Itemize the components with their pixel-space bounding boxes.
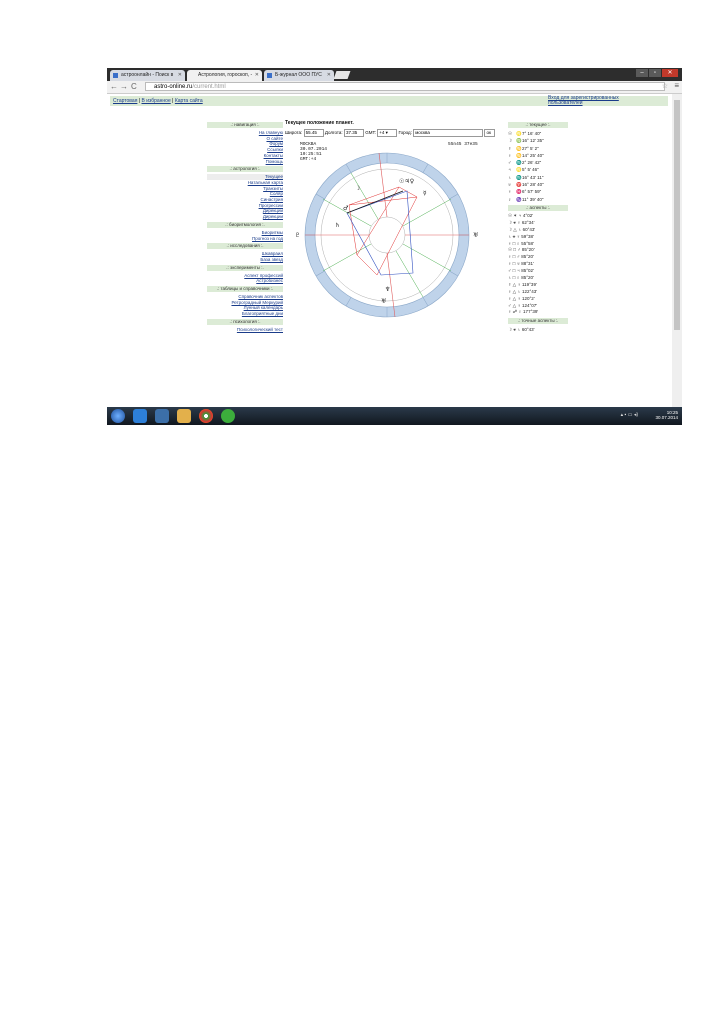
svg-text:☿: ☿ [423, 190, 427, 197]
nav-link[interactable]: Форум [269, 141, 283, 147]
window-close-button[interactable]: ✕ [662, 69, 678, 77]
planet-row: ♇ ♑11° 39' 40" [508, 196, 544, 202]
reload-icon[interactable]: C [131, 82, 137, 91]
info-date: 30.07.2014 [300, 147, 328, 152]
nav-link[interactable]: Дирекции [262, 208, 283, 214]
tab-strip [107, 68, 682, 81]
topbar-links: Стартовая | В избранное | Карта сайта [113, 98, 203, 104]
nav-link[interactable]: Синастрия [260, 197, 283, 203]
new-tab-button[interactable] [334, 71, 351, 79]
web-page [107, 94, 672, 407]
latitude-label: Широта: [285, 130, 303, 136]
aspect-row: ☽ ⚹ ♀ 62°34' [508, 219, 535, 225]
nav-link[interactable]: Ссылки [267, 147, 283, 153]
planet-row: ♅ ♈16° 28' 40" [508, 182, 544, 188]
internet-explorer-icon[interactable] [133, 409, 147, 423]
page-scrollbar[interactable] [672, 94, 682, 407]
svg-text:♆: ♆ [385, 286, 391, 293]
aspects-title: .: аспекты :. [508, 205, 568, 211]
gmt-select[interactable]: +4 ▾ [377, 129, 397, 137]
city-select[interactable] [413, 129, 483, 137]
back-arrow-icon[interactable]: ← [110, 82, 118, 91]
aspect-row: ☉ ✶ ♃ 4°02' [508, 212, 534, 218]
latitude-input[interactable]: 55.45 [304, 129, 324, 137]
nav-link[interactable]: Транзиты [263, 185, 283, 191]
planet-row: ♆ ♓6° 57' 59" [508, 189, 542, 195]
tray-icons[interactable]: ▴ ▪ ▭ ◂) [620, 412, 638, 418]
nav-link[interactable]: Натальная карта [247, 179, 283, 185]
address-bar[interactable] [145, 82, 665, 91]
aspect-row: ♄ □ ♇ 85°20' [508, 274, 534, 280]
city-value: москва [415, 130, 430, 135]
nav-link-current[interactable]: Текущее [207, 174, 283, 180]
nav-section-title: .: психология :. [207, 319, 283, 325]
nav-link[interactable]: Контакты [263, 152, 283, 158]
svg-text:♅: ♅ [473, 232, 479, 239]
nav-link[interactable]: Психологический тест [236, 326, 283, 332]
maximize-button[interactable]: ▫ [649, 69, 661, 77]
svg-text:♄: ♄ [335, 222, 341, 229]
url-path: /current.html [192, 84, 226, 90]
nav-link[interactable]: Прогрессии [258, 202, 283, 208]
natal-chart [285, 140, 497, 330]
aspect-row: ♀ △ ♆ 120°2' [508, 295, 535, 301]
close-icon[interactable]: ✕ [326, 72, 331, 78]
planet-row: ☽ ♍16° 12' 35" [508, 138, 544, 144]
window-controls [636, 69, 678, 78]
login-link[interactable]: Вход для зарегистрированных пользователей [548, 95, 619, 106]
clock[interactable] [655, 410, 678, 420]
windows-taskbar [107, 407, 682, 425]
nav-link[interactable]: Аспект профессий [244, 272, 283, 278]
nav-link[interactable]: Справочник аспектов [238, 294, 283, 300]
exact-aspects-title: .: точные аспекты :. [508, 318, 568, 324]
nav-link[interactable]: Прогноз на год [252, 235, 283, 241]
right-panel [508, 120, 568, 334]
bookmark-star-icon[interactable]: ☆ [661, 83, 668, 90]
nav-link[interactable]: Благоприятные дни [241, 311, 283, 317]
clock-date: 30.07.2014 [655, 415, 678, 420]
planet-row: ♂ ♏2° 26' 42" [508, 160, 542, 166]
tab-search[interactable] [110, 70, 185, 81]
link-favorites[interactable]: В избранное [141, 98, 171, 104]
nav-section-title: .: таблицы и справочники :. [207, 286, 283, 292]
link-start[interactable]: Стартовая [113, 98, 138, 104]
nav-section-title: .: эксперименты :. [207, 265, 283, 271]
tab-favicon [113, 73, 118, 78]
nav-link[interactable]: О сайте [266, 135, 283, 141]
planet-row: ☉ ♌7° 16' 40" [508, 131, 542, 136]
submit-button[interactable]: ок [484, 129, 495, 137]
app-icon[interactable] [221, 409, 235, 423]
planet-row: ♀ ♋14° 25' 40" [508, 152, 544, 158]
nav-link[interactable]: Ретроградный Меркурий [231, 299, 283, 305]
svg-text:☽: ☽ [355, 185, 361, 192]
planet-row: ♄ ♏16° 43' 11" [508, 174, 544, 180]
aspect-row: ♀ △ ♄ 122°43' [508, 288, 538, 294]
aspect-row: ♄ ⚹ ♆ 59°38' [508, 233, 534, 239]
main-content [285, 120, 497, 305]
gmt-label: GMT: [365, 130, 376, 136]
nav-section-title: .: исследования :. [207, 243, 283, 249]
chrome-icon[interactable] [199, 409, 213, 423]
svg-text:♂: ♂ [343, 205, 349, 212]
nav-link[interactable]: Биоритмы [261, 229, 283, 235]
svg-text:☉♃♀: ☉♃♀ [399, 178, 415, 185]
nav-link[interactable]: Помощь [265, 158, 283, 164]
browser-toolbar [107, 81, 682, 94]
gmt-value: +4 [379, 130, 385, 135]
planet-row: ☿ ♋27° 5' 2" [508, 145, 539, 151]
aspect-row: ♂ △ ♆ 124°07' [508, 302, 538, 308]
url-host: astro-online.ru [154, 84, 193, 90]
aspect-row: ♀ □ ♂ 85°20' [508, 254, 534, 260]
tab-label: астроонлайн - Поиск в [121, 72, 174, 78]
tab-favicon [267, 73, 272, 78]
aspect-row: ♂ □ ♃ 85°02' [508, 268, 534, 274]
start-button-icon[interactable] [111, 409, 125, 423]
tab-journal[interactable] [264, 70, 334, 81]
exact-aspect-row: ☽ ⚹ ♄ 60°43' [508, 327, 535, 333]
location-form [285, 129, 497, 137]
folder-icon[interactable] [177, 409, 191, 423]
page-title: Текущее положение планет. [285, 120, 354, 126]
nav-link[interactable]: Дирекции [262, 214, 283, 220]
close-icon[interactable]: ✕ [254, 72, 259, 78]
aspect-row: ☽ △ ♄ 60°43' [508, 226, 536, 232]
aspect-row: ♀ ☍ ♇ 177°39' [508, 309, 539, 315]
clock-time: 10:25 [666, 410, 678, 415]
chart-wheel [285, 140, 497, 330]
svg-text:♇: ♇ [295, 232, 301, 239]
info-gmt: GMT:+4 [300, 157, 317, 162]
svg-text:♅: ♅ [381, 298, 387, 305]
chart-info [300, 142, 327, 162]
info-city: МОСКВА [300, 142, 317, 147]
nav-section-title: .: навигация :. [207, 122, 283, 128]
forward-arrow-icon[interactable]: → [120, 82, 128, 91]
link-sitemap[interactable]: Карта сайта [174, 98, 203, 104]
nav-section-title: .: биоритмология :. [207, 222, 283, 228]
aspect-row: ♆ □ ♇ 55°58' [508, 240, 534, 246]
planet-row: ♃ ♌5° 5' 46" [508, 167, 539, 173]
longitude-input[interactable]: 37.35 [344, 129, 364, 137]
longitude-label: Долгота: [324, 130, 343, 136]
site-topbar [110, 96, 668, 106]
aspect-row: ☿ △ ♆ 119°39' [508, 281, 537, 287]
nav-link[interactable]: База звезд [260, 256, 283, 262]
info-time: 10:25:51 [300, 152, 322, 157]
explorer-icon[interactable] [155, 409, 169, 423]
city-label: Город: [398, 130, 412, 136]
close-icon[interactable]: ✕ [177, 72, 182, 78]
nav-link[interactable]: Астробизнес [256, 278, 283, 284]
menu-icon[interactable]: ≡ [674, 81, 679, 90]
minimize-button[interactable]: – [636, 69, 648, 77]
scrollbar-thumb[interactable] [674, 100, 680, 330]
nav-link[interactable]: На главную [258, 130, 283, 135]
nav-link[interactable]: Лунный календарь [243, 305, 283, 311]
tab-astrology[interactable] [187, 70, 262, 81]
left-navigation [207, 120, 283, 333]
tab-label: Б-журнал ООО ПУС [275, 72, 322, 78]
info-coords: 55n45 37e35 [448, 142, 478, 147]
current-title: .: текущее :. [508, 122, 568, 128]
tab-label: Астрология, гороскоп, - [198, 72, 253, 78]
aspect-row: ♀ □ ♅ 88°31' [508, 261, 534, 267]
nav-section-title: .: астрология :. [207, 166, 283, 172]
nav-link[interactable]: Соляр [269, 191, 283, 197]
nav-link[interactable]: Шкавраил [261, 251, 283, 257]
aspect-row: ☉ □ ♂ 85°20' [508, 247, 535, 253]
browser-screenshot [107, 68, 682, 425]
